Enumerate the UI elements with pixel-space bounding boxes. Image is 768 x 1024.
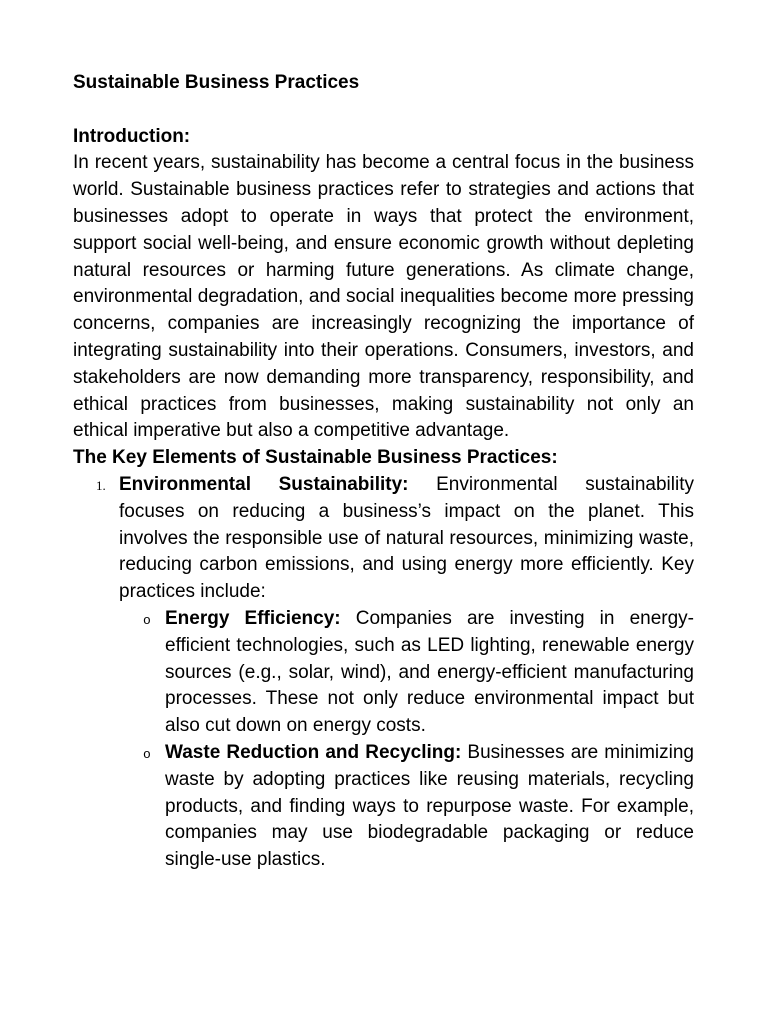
list-number: 1. xyxy=(96,477,106,493)
key-elements-heading: The Key Elements of Sustainable Business Practices: xyxy=(73,447,558,469)
blank-line xyxy=(73,97,694,124)
bullet-marker: o xyxy=(143,612,151,628)
sub-item-energy-efficiency xyxy=(119,606,694,740)
key-elements-list xyxy=(73,472,694,874)
sub-item-term: Energy Efficiency: xyxy=(165,607,341,629)
bullet-marker: o xyxy=(143,746,151,762)
sub-item-waste-reduction xyxy=(119,740,694,874)
sub-bullet-list xyxy=(119,606,694,874)
list-item-term: Environmental Sustainability: xyxy=(119,473,409,495)
introduction-paragraph: In recent years, sustainability has become a central focus in the business world. Sustainable business practices refer to strategies and actions that businesses adopt to operate in ways that protect the environment, support social well-being, and ensure economic growth without depleting natural resources or harming future generations. As climate change, environmental degradation, and social inequalities become more pressing concerns, companies are increasingly recognizing the importance of integrating sustainability into their operations. Consumers, investors, and stakeholders are now demanding more transparency, responsibility, and ethical practices from businesses, making sustainability not only an ethical imperative but also a competitive advantage. xyxy=(73,152,694,442)
sub-item-text: Companies are investing in energy-efficient technologies, such as LED lighting, renewable energy sources (e.g., solar, wind), and energy-efficient manufacturing processes. These not only reduce environmental impact but also cut down on energy costs. xyxy=(165,607,694,737)
introduction-heading: Introduction: xyxy=(73,125,191,147)
list-item-environmental-sustainability xyxy=(73,472,694,874)
list-item-text: Environmental sustainability focuses on reducing a business’s impact on the planet. This involves the responsible use of natural resources, minimizing waste, reducing carbon emissions, and using energy more efficiently. Key practices include: xyxy=(119,473,694,603)
sub-item-term: Waste Reduction and Recycling: xyxy=(165,741,462,763)
document-title: Sustainable Business Practices xyxy=(73,72,360,93)
document-page xyxy=(73,70,694,874)
sub-item-text: Businesses are minimizing waste by adopting practices like reusing materials, recycling products, and finding ways to repurpose waste. For example, companies may use biodegradable packaging or reduce single-use plastics. xyxy=(165,741,695,871)
